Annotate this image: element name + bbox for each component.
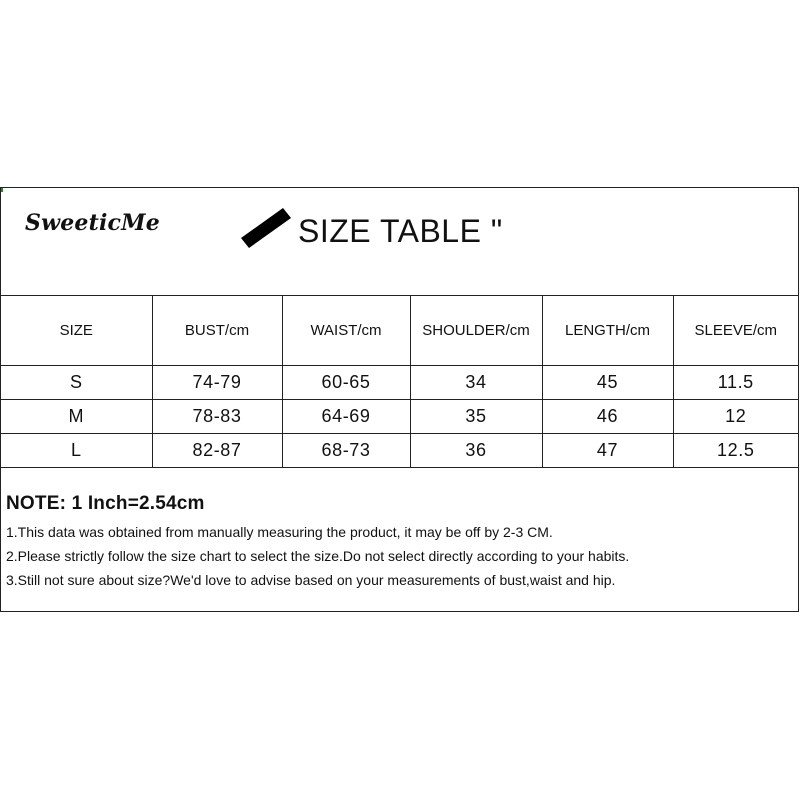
note-line: 3.Still not sure about size?We'd love to advise based on your measurements of bust,waist and hip. [6, 572, 616, 588]
slash-bar-icon [241, 204, 297, 248]
table-row [1, 400, 798, 434]
column-header-shoulder: SHOULDER/cm [410, 295, 542, 366]
cell-shoulder: 35 [410, 400, 542, 434]
note-title: NOTE: 1 Inch=2.54cm [6, 493, 205, 514]
note-line: 1.This data was obtained from manually measuring the product, it may be off by 2-3 CM. [6, 524, 553, 540]
title-group [241, 198, 561, 258]
column-header-sleeve: SLEEVE/cm [673, 295, 798, 366]
cell-waist: 60-65 [282, 366, 410, 400]
cell-waist: 64-69 [282, 400, 410, 434]
cell-sleeve: 11.5 [673, 366, 798, 400]
cell-size: M [1, 400, 152, 434]
column-header-waist: WAIST/cm [282, 295, 410, 366]
cell-length: 45 [542, 366, 673, 400]
brand-logo: SweeticMe [25, 210, 160, 236]
cell-shoulder: 36 [410, 434, 542, 468]
size-chart-sheet [0, 187, 799, 612]
table-row [1, 434, 798, 468]
cell-size: S [1, 366, 152, 400]
note-line: 2.Please strictly follow the size chart to select the size.Do not select directly according to your habits. [6, 548, 630, 564]
cell-bust: 78-83 [152, 400, 282, 434]
cell-bust: 74-79 [152, 366, 282, 400]
cell-length: 47 [542, 434, 673, 468]
table-header-row [1, 295, 798, 366]
cell-shoulder: 34 [410, 366, 542, 400]
column-header-length: LENGTH/cm [542, 295, 673, 366]
size-table [1, 295, 798, 468]
column-header-size: SIZE [1, 295, 152, 366]
size-chart-header [1, 188, 798, 296]
cell-length: 46 [542, 400, 673, 434]
page-title: SIZE TABLE " [298, 213, 503, 249]
cell-sleeve: 12.5 [673, 434, 798, 468]
table-row [1, 366, 798, 400]
cell-sleeve: 12 [673, 400, 798, 434]
cell-size: L [1, 434, 152, 468]
column-header-bust: BUST/cm [152, 295, 282, 366]
notes-section [6, 493, 796, 596]
cell-bust: 82-87 [152, 434, 282, 468]
cell-waist: 68-73 [282, 434, 410, 468]
